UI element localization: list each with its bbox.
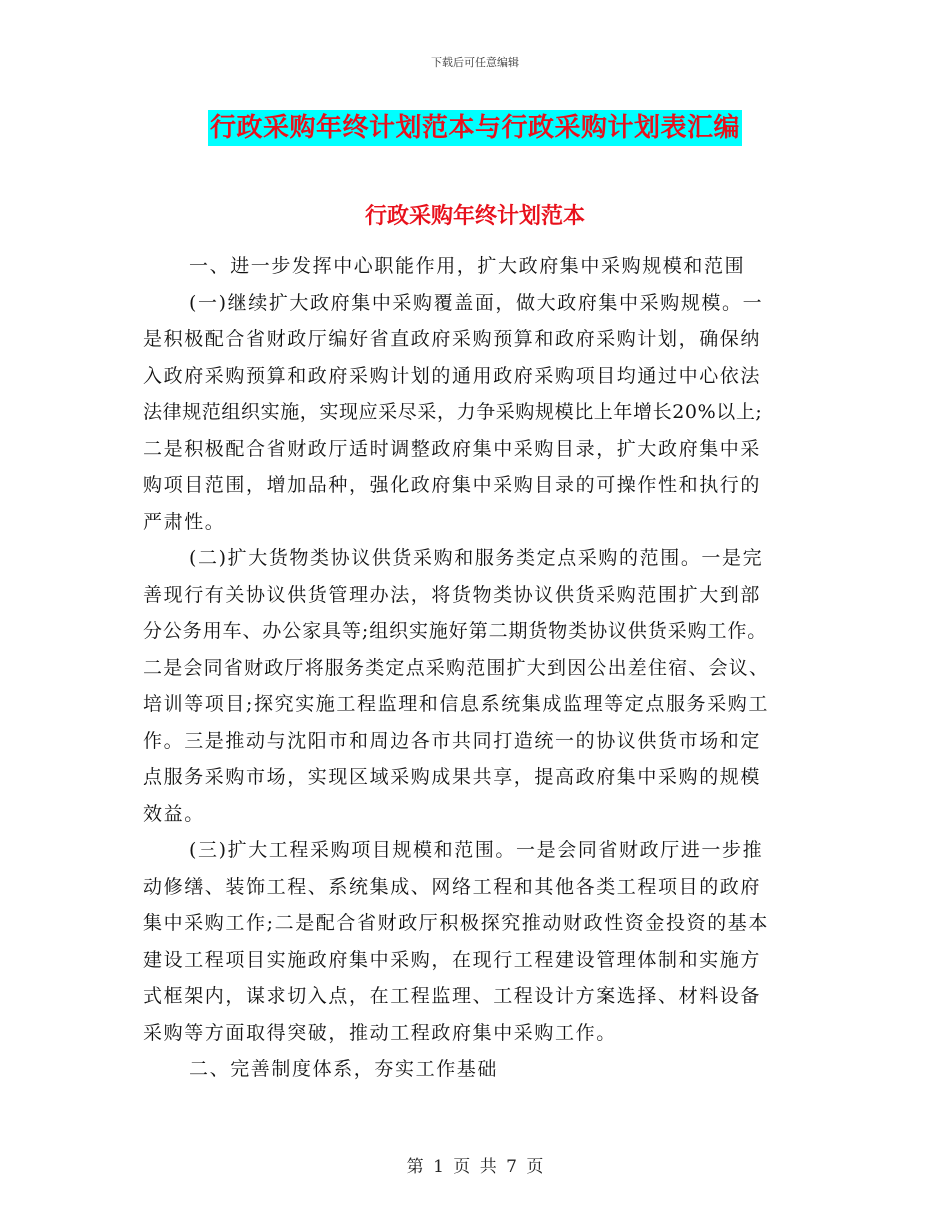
paragraph-line: 法律规范组织实施，实现应采尽采，力争采购规模比上年增长20%以上;	[143, 401, 763, 423]
paragraph-line: 入政府采购预算和政府采购计划的通用政府采购项目均通过中心依法	[143, 364, 762, 387]
paragraph-line: 集中采购工作;二是配合省财政厅积极探究推动财政性资金投资的基本	[143, 912, 770, 934]
paragraph-line: 善现行有关协议供货管理办法，将货物类协议供货采购范围扩大到部	[143, 583, 762, 606]
paragraph-line: 培训等项目;探究实施工程监理和信息系统集成监理等定点服务采购工	[143, 693, 770, 715]
paragraph-line: 分公务用车、办公家具等;组织实施好第二期货物类协议供货采购工作。	[143, 620, 768, 642]
paragraph-line: 作。三是推动与沈阳市和周边各市共同打造统一的协议供货市场和定	[143, 729, 762, 752]
paragraph-line: 式框架内，谋求切入点，在工程监理、工程设计方案选择、材料设备	[143, 985, 762, 1007]
paragraph-line: 效益。	[143, 802, 205, 825]
header-note: 下载后可任意编辑	[431, 56, 519, 69]
body-text	[143, 248, 823, 1088]
section-title: 行政采购年终计划范本	[364, 203, 585, 229]
paragraph-line: 建设工程项目实施政府集中采购，在现行工程建设管理体制和实施方	[143, 948, 762, 971]
paragraph-line: 二是会同省财政厅将服务类定点采购范围扩大到因公出差住宿、会议、	[143, 656, 770, 679]
page-number: 第 1 页 共 7 页	[406, 1157, 544, 1177]
paragraph-line: (二)扩大货物类协议供货采购和服务类定点采购的范围。一是完	[189, 547, 764, 569]
heading-1: 一、进一步发挥中心职能作用，扩大政府集中采购规模和范围	[189, 255, 746, 277]
paragraph-line: 二是积极配合省财政厅适时调整政府集中采购目录，扩大政府集中采	[143, 437, 762, 460]
paragraph-line: 点服务采购市场，实现区域采购成果共享，提高政府集中采购的规模	[143, 766, 762, 788]
paragraph-line: 是积极配合省财政厅编好省直政府采购预算和政府采购计划，确保纳	[143, 328, 762, 350]
document-title-text: 行政采购年终计划范本与行政采购计划表汇编	[208, 110, 742, 146]
paragraph-line: (一)继续扩大政府集中采购覆盖面，做大政府集中采购规模。一	[189, 291, 764, 314]
paragraph-line: 严肃性。	[143, 510, 226, 533]
document-title	[0, 110, 950, 146]
heading-2: 二、完善制度体系，夯实工作基础	[189, 1058, 499, 1080]
paragraph-line: (三)扩大工程采购项目规模和范围。一是会同省财政厅进一步推	[189, 839, 764, 861]
paragraph-line: 采购等方面取得突破，推动工程政府集中采购工作。	[143, 1021, 617, 1044]
paragraph-line: 动修缮、装饰工程、系统集成、网络工程和其他各类工程项目的政府	[143, 875, 762, 898]
paragraph-line: 购项目范围，增加品种，强化政府集中采购目录的可操作性和执行的	[143, 474, 762, 496]
